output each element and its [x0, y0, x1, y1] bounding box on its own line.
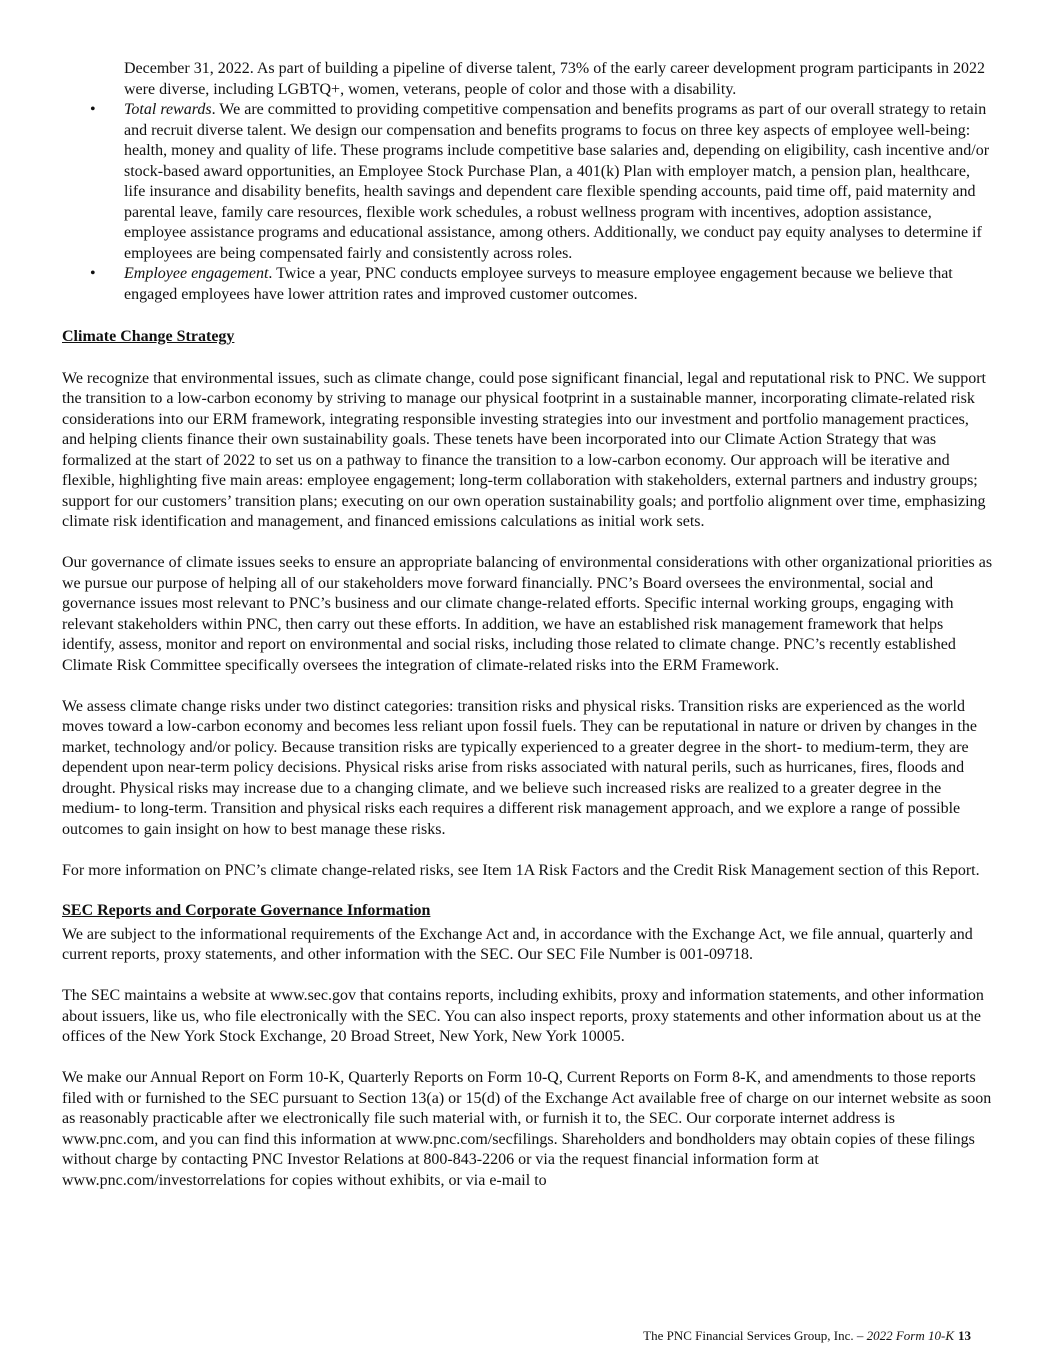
bullet-symbol: • — [90, 265, 96, 282]
climate-paragraph: We recognize that environmental issues, such as climate change, could pose significant financial, legal and reputational risk to PNC. We support the transition to a low-carbon economy by striving to manage our physical footprint in a sustainable manner, incorporating climate-related risk considerations into our ERM framework, integrating responsible investing strategies into our investment and portfolio management practices, and helping clients finance their own sustainability goals. These tenets have been incorporated into our Climate Action Strategy that was formalized at the start of 2022 to set us on a pathway to finance the transition to a low-carbon economy. Our approach will be iterative and flexible, highlighting five main areas: employee engagement; long-term collaboration with stakeholders, external partners and industry groups; support for our customers’ transition plans; executing on our own operation sustainability goals; and portfolio alignment over time, emphasizing climate risk identification and management, and financed emissions calculations as initial work sets. — [62, 369, 986, 530]
benefits-bullet-list — [62, 100, 994, 305]
climate-paragraph: We assess climate change risks under two distinct categories: transition risks and physical risks. Transition risks are experienced as the world moves toward a low-carbon economy and becomes less reliant upon fossil fuels. They can be reputational in nature or driven by changes in the market, technology and/or policy. Because transition risks are typically experienced to a greater degree in the short- to medium-term, they are dependent upon near-term policy decisions. Physical risks arise from risks associated with natural perils, such as hurricanes, fires, floods and drought. Physical risks may increase due to a changing climate, and we believe such increased risks are realized to a greater degree in the medium- to long-term. Transition and physical risks each requires a different risk management approach, and we explore a range of possible outcomes to gain insight on how to best manage these risks. — [62, 697, 977, 838]
page-number: 13 — [958, 1328, 971, 1343]
sec-heading: SEC Reports and Corporate Governance Information — [62, 902, 431, 919]
document-page — [62, 59, 994, 1191]
page-footer — [643, 1326, 971, 1347]
bullet-term: Employee engagement — [124, 265, 269, 282]
sec-paragraph: We make our Annual Report on Form 10-K, Quarterly Reports on Form 10-Q, Current Reports on Form 8-K, and amendments to those reports filed with or furnished to the SEC pursuant to Section 13(a) or 15(d) of the Exchange Act available free of charge on our internet website as soon as reasonably practicable after we electronically file such material with, or furnish it to, the SEC. Our corporate internet address is www.pnc.com, and you can find this information at www.pnc.com/secfilings. Shareholders and bondholders may obtain copies of these filings without charge by contacting PNC Investor Relations at 800-843-2206 or via the request financial information form at www.pnc.com/investorrelations for copies without exhibits, or via e-mail to — [62, 1069, 992, 1189]
footer-form: 2022 Form 10-K — [866, 1328, 954, 1343]
bullet-symbol: • — [90, 101, 96, 118]
carryover-paragraph: December 31, 2022. As part of building a pipeline of diverse talent, 73% of the early career development program participants in 2022 were diverse, including LGBTQ+, women, veterans, people of color and those with a disability. — [124, 60, 986, 98]
bullet-employee-engagement — [62, 264, 994, 305]
climate-heading: Climate Change Strategy — [62, 328, 235, 345]
bullet-term: Total rewards — [124, 101, 212, 118]
footer-company: The PNC Financial Services Group, Inc. – — [643, 1328, 867, 1343]
climate-paragraph: Our governance of climate issues seeks to ensure an appropriate balancing of environmental considerations with other organizational priorities as we pursue our purpose of helping all of our stakeholders move forward financially. PNC’s Board oversees the environmental, social and governance issues most relevant to PNC’s business and our climate change-related efforts. Specific internal working groups, engaging with relevant stakeholders within PNC, then carry out these efforts. In addition, we have an established risk management framework that helps identify, assess, monitor and report on environmental and social risks, including those related to climate change. PNC’s recently established Climate Risk Committee specifically oversees the integration of climate-related risks into the ERM Framework. — [62, 554, 993, 674]
bullet-text: . Twice a year, PNC conducts employee surveys to measure employee engagement because we believe that engaged employees have lower attrition rates and improved customer outcomes. — [124, 265, 953, 303]
sec-paragraph: We are subject to the informational requirements of the Exchange Act and, in accordance with the Exchange Act, we file annual, quarterly and current reports, proxy statements, and other information with the SEC. Our SEC File Number is 001-09718. — [62, 925, 973, 963]
bullet-text: . We are committed to providing competitive compensation and benefits programs as part of our overall strategy to retain and recruit diverse talent. We design our compensation and benefits programs to focus on three key aspects of employee well-being: health, money and quality of life. These programs include competitive base salaries and, depending on eligibility, cash incentive and/or stock-based award opportunities, an Employee Stock Purchase Plan, a 401(k) Plan with employer match, a pension plan, healthcare, life insurance and disability benefits, health savings and dependent care flexible spending accounts, paid time off, paid maternity and parental leave, family care resources, flexible work schedules, a robust wellness program with incentives, adoption assistance, employee assistance programs and educational assistance, among others. Additionally, we conduct pay equity analyses to determine if employees are being compensated fairly and consistently across roles. — [124, 101, 990, 262]
bullet-total-rewards — [62, 100, 994, 264]
sec-paragraph: The SEC maintains a website at www.sec.gov that contains reports, including exhibits, proxy and information statements, and other information about issuers, like us, who file electronically with the SEC. You can also inspect reports, proxy statements and other information about us at the offices of the New York Stock Exchange, 20 Broad Street, New York, New York 10005. — [62, 987, 984, 1045]
climate-paragraph: For more information on PNC’s climate change-related risks, see Item 1A Risk Factors and the Credit Risk Management section of this Report. — [62, 861, 980, 879]
